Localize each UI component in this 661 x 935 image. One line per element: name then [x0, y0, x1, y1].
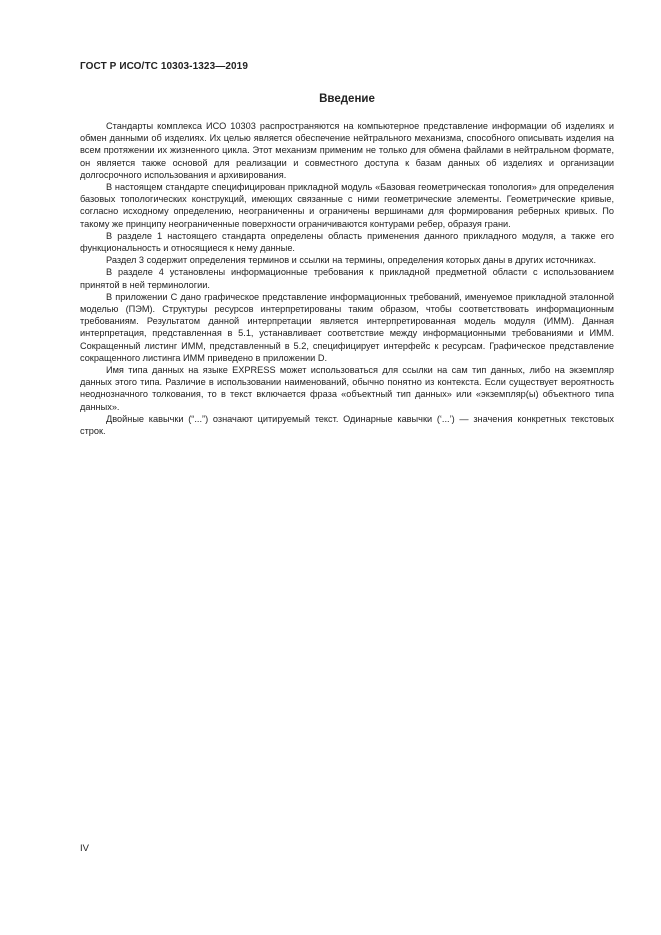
paragraph: Двойные кавычки (“...”) означают цитируемый текст. Одинарные кавычки (‘...’) — значения конкретных текстовых строк. [80, 413, 614, 437]
paragraph: В настоящем стандарте специфицирован прикладной модуль «Базовая геометрическая топология» для определения базовых топологических конструкций, имеющих связанные с ними геометрические элементы. Геометрические кривые, согласно исходному определению, неограниченны и ограничены вершинами для формирования реберных кривых. По такому же принципу неограниченные поверхности ограничиваются контурами ребер, образуя грани. [80, 182, 614, 229]
paragraph: В приложении С дано графическое представление информационных требований, именуемое прикладной эталонной моделью (ПЭМ). Структуры ресурсов интерпретированы таким образом, чтобы соответствовать информационным требованиям. Результатом данной интерпретации является интерпретированная модель модуля (ИММ). Данная интерпретация, представленная в 5.1, устанавливает соответствие между информационными требованиями и ИММ. Сокращенный листинг ИММ, представленный в 5.2, специфицирует интерфейс к ресурсам. Графическое представление сокращенного листинга ИММ приведено в приложении D. [80, 291, 614, 363]
paragraph: Раздел 3 содержит определения терминов и ссылки на термины, определения которых даны в других источниках. [106, 255, 597, 266]
paragraph: В разделе 1 настоящего стандарта определены область применения данного прикладного модуля, а также его функциональность и относящиеся к нему данные. [80, 230, 614, 254]
paragraph: Стандарты комплекса ИСО 10303 распространяются на компьютерное представление информации об изделиях и обмен данными об изделиях. Их целью является обеспечение нейтрального механизма, способного описывать изделия на всем протяжении их жизненного цикла. Этот механизм применим не только для обмена файлами в нейтральном формате, он является также основой для реализации и совместного доступа к базам данных об изделиях и организации долгосрочного использования и архивирования. [80, 121, 614, 180]
section-title: Введение [319, 93, 375, 105]
body-text [80, 120, 614, 437]
page-number: IV [80, 843, 89, 854]
document-header: ГОСТ Р ИСО/ТС 10303-1323—2019 [80, 61, 248, 72]
paragraph: Имя типа данных на языке EXPRESS может использоваться для ссылки на сам тип данных, либо на экземпляр данных этого типа. Различие в использовании наименований, обычно понятно из контекста. Если существует вероятность неоднозначного толкования, то в текст включается фраза «объектный тип данных» или «экземпляр(ы) объектного типа данных». [80, 365, 614, 412]
paragraph: В разделе 4 установлены информационные требования к прикладной предметной области с использованием принятой в ней терминологии. [80, 267, 614, 290]
